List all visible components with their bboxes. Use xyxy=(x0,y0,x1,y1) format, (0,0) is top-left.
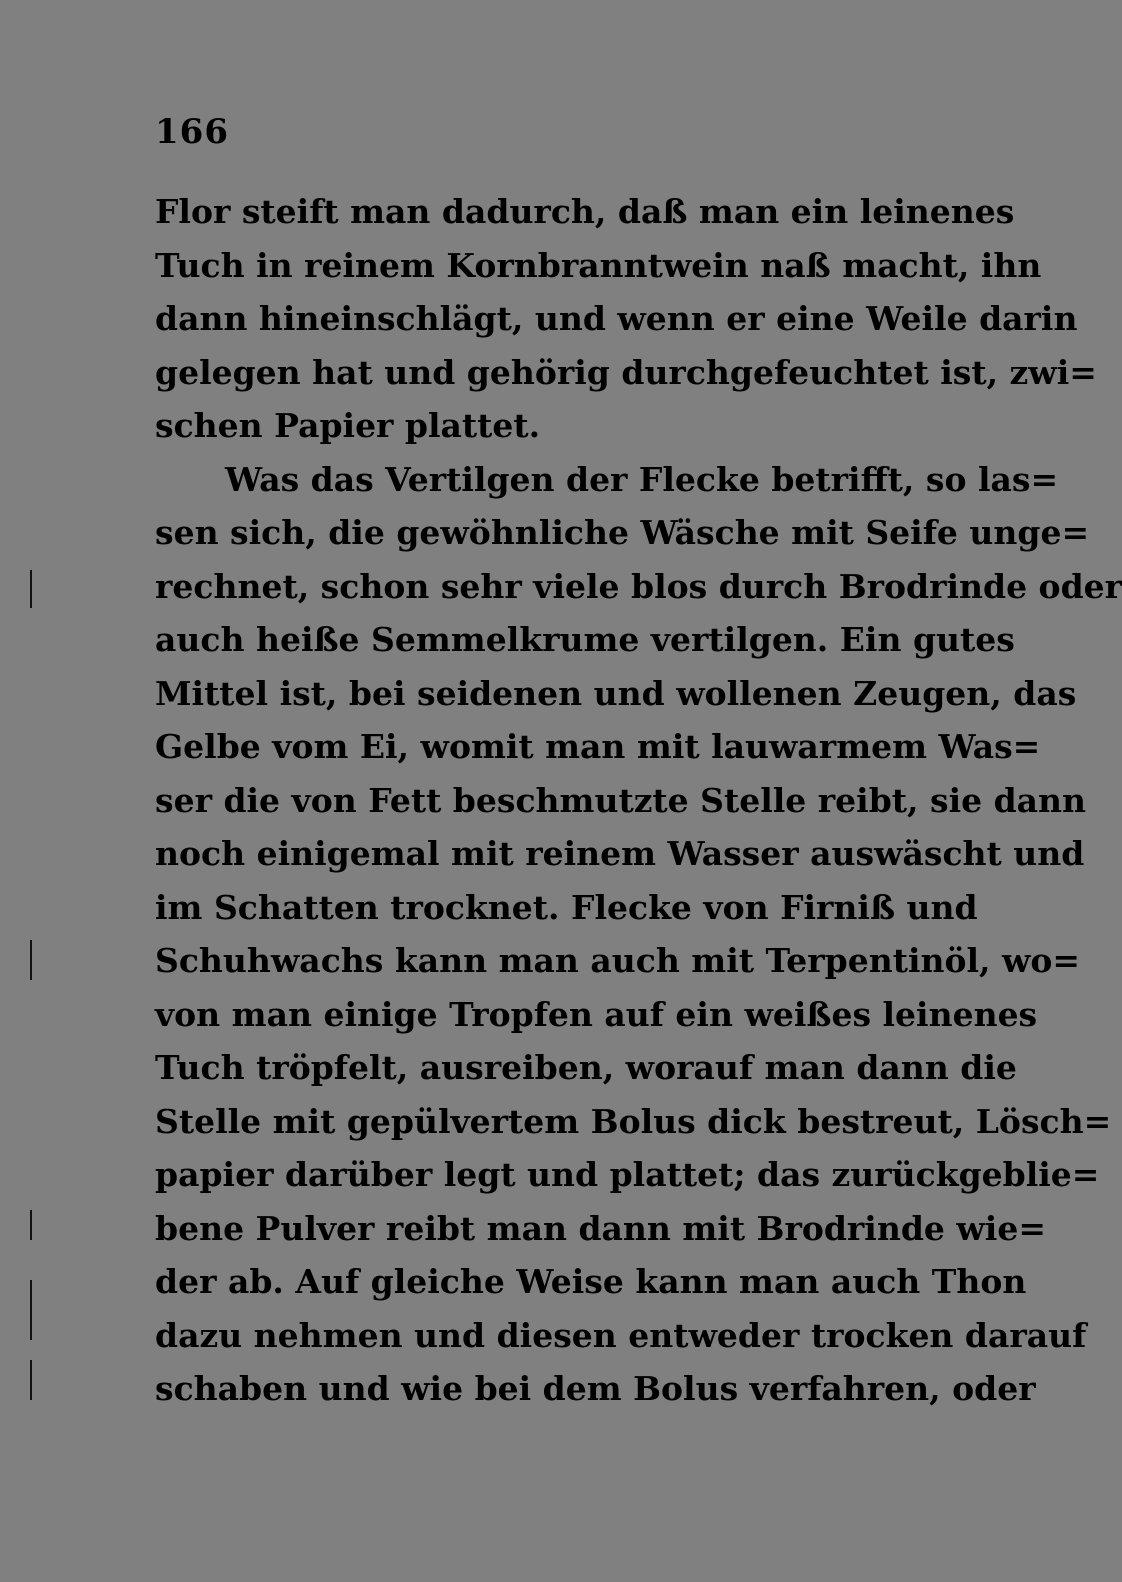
text-line: auch heiße Semmelkrume vertilgen. Ein gutes xyxy=(155,620,1015,659)
text-line: Tuch in reinem Kornbranntwein naß macht, ihn xyxy=(155,245,1042,285)
text-line: sen sich, die gewöhnliche Wäsche mit Seife unge= xyxy=(155,513,1090,552)
text-line: Mittel ist, bei seidenen und wollenen Zeugen, das xyxy=(155,673,1077,713)
text-line: dazu nehmen und diesen entweder trocken darauf xyxy=(155,1315,1087,1355)
margin-artifacts xyxy=(22,560,42,1460)
text-line: ser die von Fett beschmutzte Stelle reibt, sie dann xyxy=(155,780,1087,820)
text-line: von man einige Tropfen auf ein weißes leinenes xyxy=(155,994,1038,1034)
margin-mark xyxy=(30,1360,32,1400)
text-line: dann hineinschlägt, und wenn er eine Weile darin xyxy=(155,299,1078,338)
text-line: im Schatten trocknet. Flecke von Firniß und xyxy=(155,887,978,927)
body-text xyxy=(155,185,1122,1416)
text-line: Gelbe vom Ei, womit man mit lauwarmem Was= xyxy=(155,727,1041,766)
text-line: schaben und wie bei dem Bolus verfahren, oder xyxy=(155,1369,1036,1408)
text-line: Schuhwachs kann man auch mit Terpentinöl, wo= xyxy=(155,941,1081,980)
margin-mark xyxy=(30,940,32,980)
text-line: Flor steift man dadurch, daß man ein leinenes xyxy=(155,192,1015,231)
text-line: noch einigemal mit reinem Wasser auswäscht und xyxy=(155,834,1085,873)
margin-mark xyxy=(30,1210,32,1240)
page-number: 166 xyxy=(155,112,229,152)
text-line: rechnet, schon sehr viele blos durch Brodrinde oder xyxy=(155,566,1122,606)
text-line: der ab. Auf gleiche Weise kann man auch Thon xyxy=(155,1262,1027,1301)
margin-mark xyxy=(30,1280,32,1340)
text-line: Tuch tröpfelt, ausreiben, worauf man dann die xyxy=(155,1048,1017,1087)
text-line: Was das Vertilgen der Flecke betrifft, so las= xyxy=(225,459,1059,499)
text-line: gelegen hat und gehörig durchgefeuchtet ist, zwi= xyxy=(155,352,1097,392)
margin-mark xyxy=(30,570,32,608)
text-line: bene Pulver reibt man dann mit Brodrinde wie= xyxy=(155,1208,1046,1248)
text-line: papier darüber legt und plattet; das zurückgeblie= xyxy=(155,1155,1100,1194)
text-line: Stelle mit gepülvertem Bolus dick bestreut, Lösch= xyxy=(155,1101,1112,1141)
text-line: schen Papier plattet. xyxy=(155,406,541,445)
